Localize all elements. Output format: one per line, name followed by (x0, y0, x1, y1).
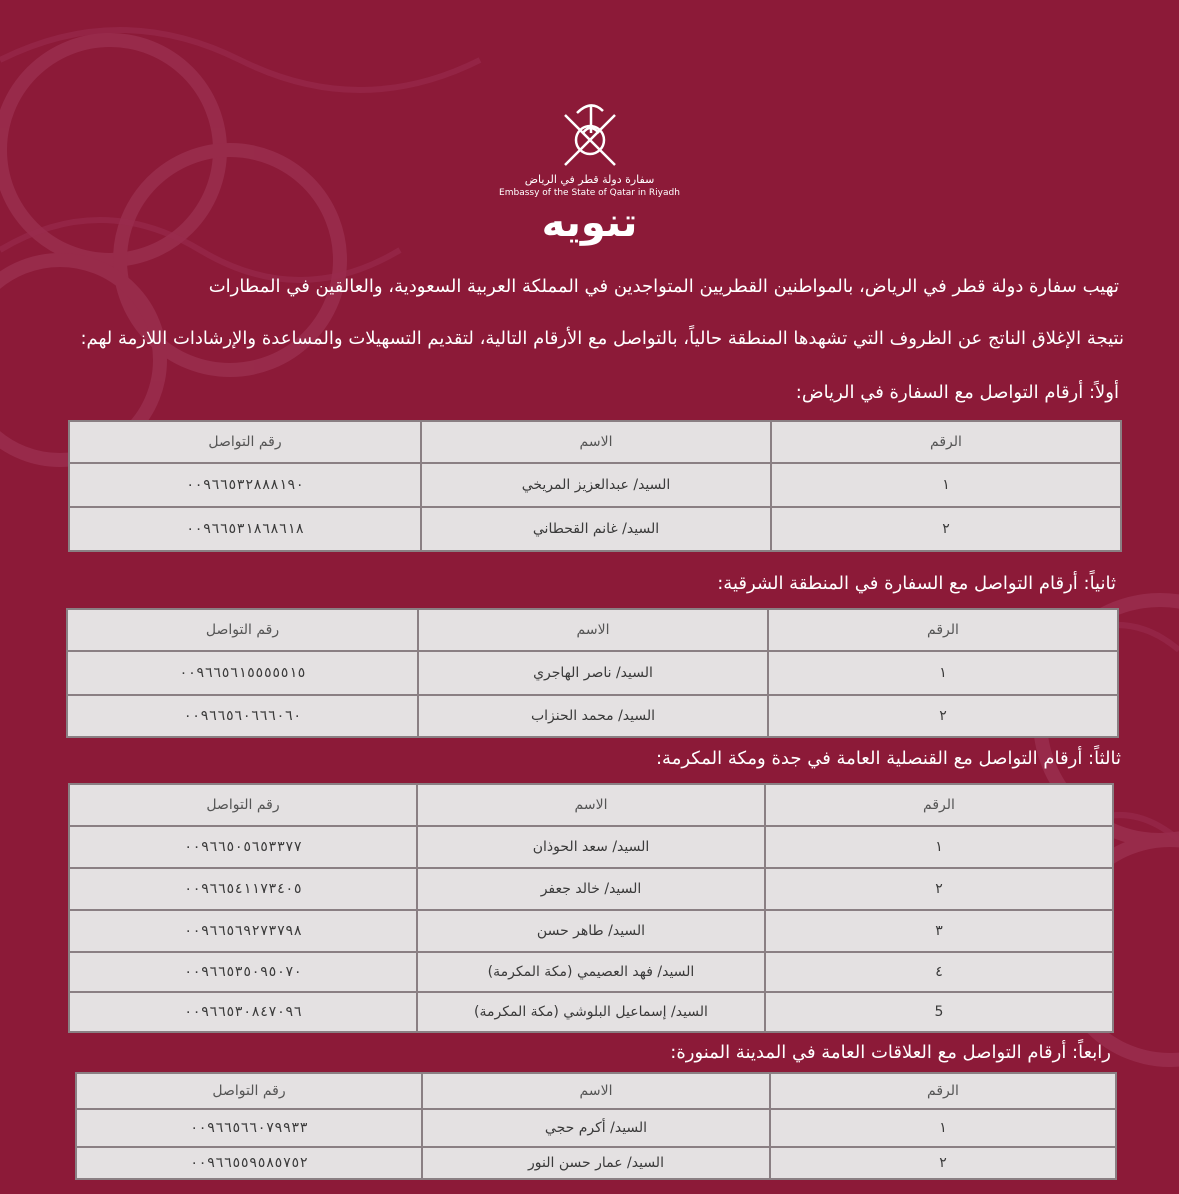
table-row (69, 826, 1113, 868)
contact-phone: ٠٠٩٦٦٥٦٦٠٧٩٩٣٣ (76, 1109, 422, 1147)
row-number: ١ (771, 463, 1121, 507)
contact-name: السيد/ إسماعيل البلوشي (مكة المكرمة) (417, 992, 765, 1032)
col-header-phone: رقم التواصل (67, 609, 418, 651)
table-row (67, 651, 1118, 695)
contact-name: السيد/ خالد جعفر (417, 868, 765, 910)
intro-line-1: تهيب سفارة دولة قطر في الرياض، بالمواطنين القطريين المتواجدين في المملكة العربية السعودية، والعالقين في المطارات (208, 276, 1119, 297)
section-title: أولاً: أرقام التواصل مع السفارة في الرياض: (795, 382, 1119, 403)
contacts-table (68, 783, 1114, 1033)
contact-name: السيد/ سعد الحوذان (417, 826, 765, 868)
contact-phone: ٠٠٩٦٦٥٣١٨٦٨٦١٨ (69, 507, 421, 551)
col-header-name: الاسم (417, 784, 765, 826)
table-row (69, 868, 1113, 910)
row-number: ١ (768, 651, 1118, 695)
contact-phone: ٠٠٩٦٦٥٣٢٨٨٨١٩٠ (69, 463, 421, 507)
table-row (69, 507, 1121, 551)
contact-name: السيد/ عمار حسن النور (422, 1147, 770, 1179)
col-header-number: الرقم (768, 609, 1118, 651)
table-row (69, 463, 1121, 507)
row-number: ١ (770, 1109, 1116, 1147)
section-title: ثالثاً: أرقام التواصل مع القنصلية العامة في جدة ومكة المكرمة: (655, 748, 1121, 769)
contact-name: السيد/ عبدالعزيز المريخي (421, 463, 771, 507)
col-header-phone: رقم التواصل (69, 421, 421, 463)
notice-title: تنويه (541, 200, 638, 246)
contacts-table (66, 608, 1119, 738)
col-header-phone: رقم التواصل (76, 1073, 422, 1109)
contact-phone: ٠٠٩٦٦٥٤١١٧٣٤٠٥ (69, 868, 417, 910)
section-title: ثانياً: أرقام التواصل مع السفارة في المنطقة الشرقية: (717, 573, 1116, 594)
table-row (69, 952, 1113, 992)
table-row (76, 1147, 1116, 1179)
contact-name: السيد/ محمد الحنزاب (418, 695, 768, 737)
embassy-name-english: Embassy of the State of Qatar in Riyadh (499, 188, 680, 198)
row-number: ١ (765, 826, 1113, 868)
contact-name: السيد/ ناصر الهاجري (418, 651, 768, 695)
intro-line-2: نتيجة الإغلاق الناتج عن الظروف التي تشهدها المنطقة حالياً، بالتواصل مع الأرقام التالية، لتقديم التسهيلات والمساعدة والإرشادات اللازمة لهم: (80, 328, 1124, 349)
section-title: رابعاً: أرقام التواصل مع العلاقات العامة في المدينة المنورة: (670, 1042, 1111, 1063)
contact-phone: ٠٠٩٦٦٥٣٥٠٩٥٠٧٠ (69, 952, 417, 992)
contact-phone: ٠٠٩٦٦٥٣٠٨٤٧٠٩٦ (69, 992, 417, 1032)
col-header-name: الاسم (421, 421, 771, 463)
row-number: ٣ (765, 910, 1113, 952)
row-number: ٢ (771, 507, 1121, 551)
col-header-number: الرقم (770, 1073, 1116, 1109)
row-number: ٢ (768, 695, 1118, 737)
table-row (69, 992, 1113, 1032)
row-number: ٤ (765, 952, 1113, 992)
col-header-name: الاسم (418, 609, 768, 651)
contacts-table (68, 420, 1122, 552)
contact-phone: ٠٠٩٦٦٥٠٥٦٥٣٣٧٧ (69, 826, 417, 868)
contacts-table (75, 1072, 1117, 1180)
contact-phone: ٠٠٩٦٦٥٦٠٦٦٦٠٦٠ (67, 695, 418, 737)
table-row (67, 695, 1118, 737)
contact-phone: ٠٠٩٦٦٥٦٩٢٧٣٧٩٨ (69, 910, 417, 952)
qatar-emblem-icon (555, 95, 625, 171)
row-number: ٢ (770, 1147, 1116, 1179)
contact-phone: ٠٠٩٦٦٥٥٩٥٨٥٧٥٢ (76, 1147, 422, 1179)
embassy-header (0, 95, 1179, 198)
contact-name: السيد/ طاهر حسن (417, 910, 765, 952)
row-number: ٢ (765, 868, 1113, 910)
table-row (69, 910, 1113, 952)
contact-name: السيد/ فهد العصيمي (مكة المكرمة) (417, 952, 765, 992)
contact-phone: ٠٠٩٦٦٥٦١٥٥٥٥٥١٥ (67, 651, 418, 695)
table-row (76, 1109, 1116, 1147)
contact-name: السيد/ أكرم حجي (422, 1109, 770, 1147)
embassy-name-arabic: سفارة دولة قطر في الرياض (524, 173, 655, 186)
col-header-name: الاسم (422, 1073, 770, 1109)
contact-name: السيد/ غانم القحطاني (421, 507, 771, 551)
row-number: 5 (765, 992, 1113, 1032)
col-header-phone: رقم التواصل (69, 784, 417, 826)
col-header-number: الرقم (771, 421, 1121, 463)
col-header-number: الرقم (765, 784, 1113, 826)
